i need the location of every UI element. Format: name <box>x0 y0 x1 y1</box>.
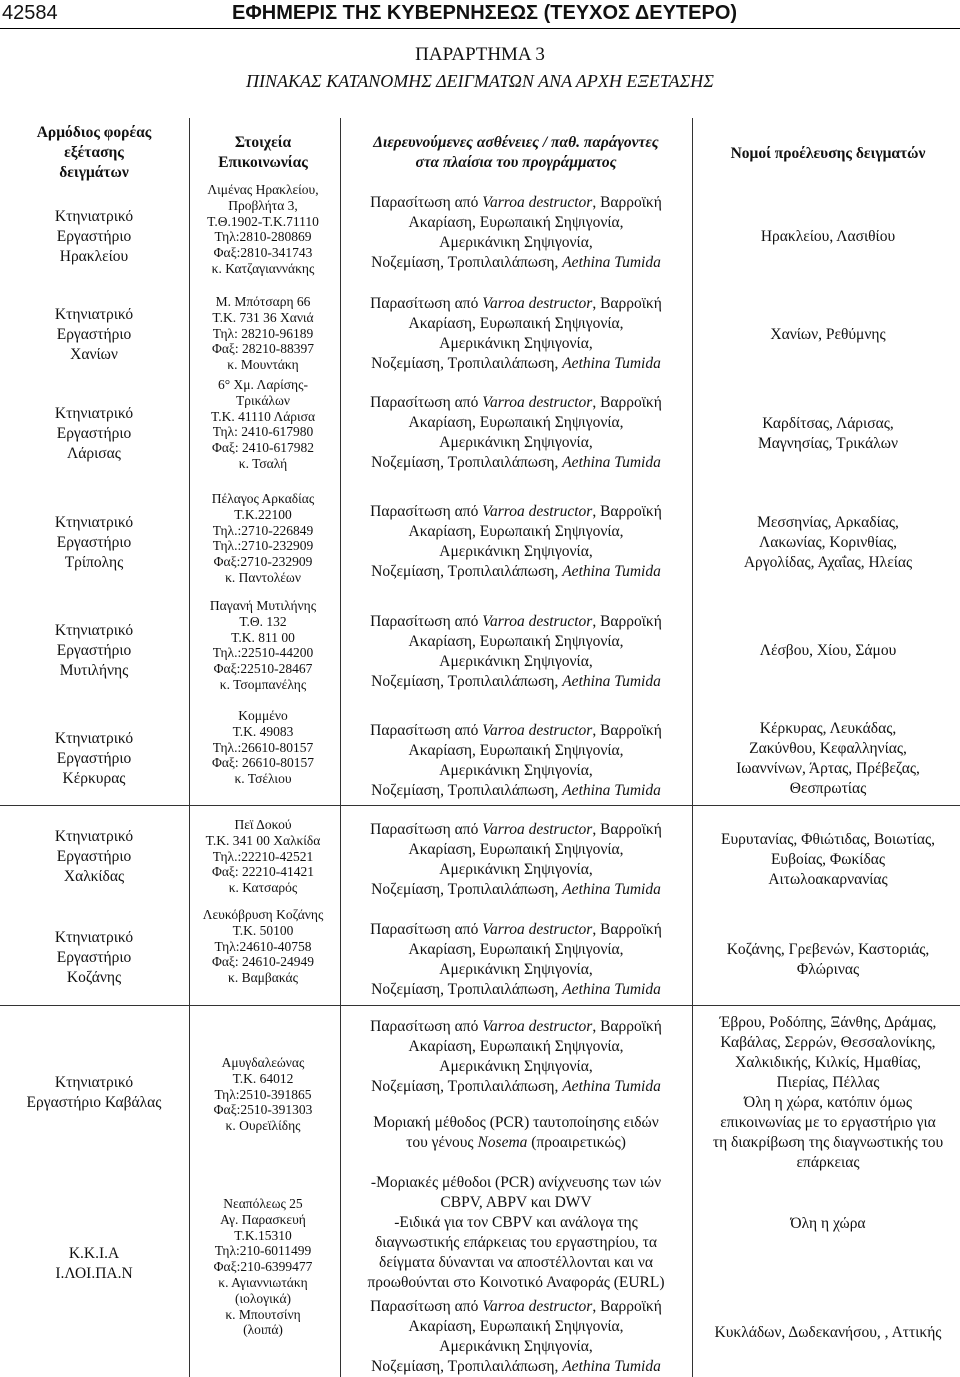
page-number: 42584 <box>2 2 58 24</box>
disease-line-2: Ακαρίαση, Ευρωπαική Σηψιγονία, <box>408 214 624 231</box>
col-header-contact: Στοιχεία Επικοινωνίας <box>218 134 308 171</box>
contact-tripoli: Πέλαγος Αρκαδίας Τ.Κ.22100 Τηλ.:2710-226849 Τηλ.:2710-232909 Φαξ:2710-232909 κ. Παντολέων <box>211 491 315 585</box>
prefectures-kerkyra: Κέρκυρας, Λευκάδας, Ζακύνθου, Κεφαλληνίας, Ιωαννίνων, Άρτας, Πρέβεζας, Θεσπρωτίας <box>736 720 920 797</box>
disease-line-2: Ακαρίαση, Ευρωπαική Σηψιγονία, <box>408 315 624 332</box>
disease-line-4: Νοζεμίαση, Τροπιλαιλάπωση, Aethina Tumida <box>371 1078 661 1095</box>
lab-larisa: Κτηνιατρικό Εργαστήριο Λάρισας <box>54 405 134 462</box>
contact-chania: Μ. Μπότσαρη 66 Τ.Κ. 731 36 Χανιά Τηλ: 28210-96189 Φαξ: 28210-88397 κ. Μουντάκη <box>211 294 315 373</box>
disease-line-3: Αμερικάνικη Σηψιγονία, <box>439 434 593 451</box>
prefectures-mytilini: Λέσβου, Χίου, Σάμου <box>759 642 897 659</box>
contact-chalkida: Πεϊ Δοκού Τ.Κ. 341 00 Χαλκίδα Τηλ.:22210-42521 Φαξ: 22210-41421 κ. Κατσαρός <box>205 817 321 896</box>
disease-line-1: Παρασίτωση από Varroa destructor, Βαρροϊκή <box>370 613 662 630</box>
lab-chalkida: Κτηνιατρικό Εργαστήριο Χαλκίδας <box>54 828 134 885</box>
disease-line-1: Παρασίτωση από Varroa destructor, Βαρροϊκή <box>370 1298 662 1315</box>
prefectures-larisa: Καρδίτσας, Λάρισας, Μαγνησίας, Τρικάλων <box>757 415 898 452</box>
disease-line-2: Ακαρίαση, Ευρωπαική Σηψιγονία, <box>408 742 624 759</box>
pcr-nosema-line1: Μοριακή μέθοδος (PCR) ταυτοποίησης ειδών <box>373 1114 659 1131</box>
table-subtitle: ΠΙΝΑΚΑΣ ΚΑΤΑΝΟΜΗΣ ΔΕΙΓΜΑΤΩΝ ΑΝΑ ΑΡΧΗ ΕΞΕΤΑΣΗΣ <box>246 71 714 91</box>
disease-line-4: Νοζεμίαση, Τροπιλαιλάπωση, Aethina Tumida <box>371 563 661 580</box>
disease-list <box>344 393 688 473</box>
lab-tripoli: Κτηνιατρικό Εργαστήριο Τρίπολης <box>54 514 134 571</box>
prefectures-tripoli: Μεσσηνίας, Αρκαδίας, Λακωνίας, Κορινθίας, Αργολίδας, Αχαΐας, Ηλείας <box>743 514 913 571</box>
disease-list <box>344 1017 688 1097</box>
disease-line-1: Παρασίτωση από Varroa destructor, Βαρροϊκή <box>370 1018 662 1035</box>
disease-line-2: Ακαρίαση, Ευρωπαική Σηψιγονία, <box>408 841 624 858</box>
disease-line-4: Νοζεμίαση, Τροπιλαιλάπωση, Aethina Tumida <box>371 454 661 471</box>
contact-mytilini: Παγανή Μυτιλήνης Τ.Θ. 132 Τ.Κ. 811 00 Τηλ.:22510-44200 Φαξ:22510-28467 κ. Τσομπανέλης <box>209 598 317 692</box>
disease-line-3: Αμερικάνικη Σηψιγονία, <box>439 335 593 352</box>
prefectures-kavala: Έβρου, Ροδόπης, Ξάνθης, Δράμας, Καβάλας, Σερρών, Θεσσαλονίκης, Χαλκιδικής, Κιλκίς, Ημαθίας, Πιερίας, Πέλλας <box>719 1014 937 1091</box>
disease-line-1: Παρασίτωση από Varroa destructor, Βαρροϊκή <box>370 821 662 838</box>
contact-kerkyra: Κομμένο Τ.Κ. 49083 Τηλ.:26610-80157 Φαξ: 26610-80157 κ. Τσέλιου <box>211 708 315 787</box>
disease-line-3: Αμερικάνικη Σηψιγονία, <box>439 543 593 560</box>
disease-line-3: Αμερικάνικη Σηψιγονία, <box>439 762 593 779</box>
header-rule <box>0 28 960 29</box>
disease-list <box>344 294 688 374</box>
contact-kozani: Λευκόβρυση Κοζάνης Τ.Κ. 50100 Τηλ:24610-40758 Φαξ: 24610-24949 κ. Βαμβακάς <box>202 907 324 986</box>
disease-line-4: Νοζεμίαση, Τροπιλαιλάπωση, Aethina Tumida <box>371 254 661 271</box>
disease-line-1: Παρασίτωση από Varroa destructor, Βαρροϊκή <box>370 394 662 411</box>
prefectures-kozani: Κοζάνης, Γρεβενών, Καστοριάς, Φλώρινας <box>726 941 930 978</box>
disease-line-1: Παρασίτωση από Varroa destructor, Βαρροϊκή <box>370 921 662 938</box>
lab-mytilini: Κτηνιατρικό Εργαστήριο Μυτιλήνης <box>54 622 134 679</box>
pcr-viral: -Μοριακές μέθοδοι (PCR) ανίχνευσης των ιών CBPV, ABPV και DWV -Ειδικά για τον CBPV και ανάλογα της διαγνωστικής επάρκειας του εργαστηρίου, τα δείγματα δύνανται να αποστέλλονται και να προωθούνται στο Κοινοτικό Αναφοράς (EURL) <box>367 1174 665 1291</box>
disease-line-2: Ακαρίαση, Ευρωπαική Σηψιγονία, <box>408 941 624 958</box>
disease-line-3: Αμερικάνικη Σηψιγονία, <box>439 861 593 878</box>
disease-list <box>344 1297 688 1377</box>
disease-line-4: Νοζεμίαση, Τροπιλαιλάπωση, Aethina Tumida <box>371 673 661 690</box>
lab-kavala: Κτηνιατρικό Εργαστήριο Καβάλας <box>26 1074 162 1111</box>
contact-kkia: Νεαπόλεως 25 Αγ. Παρασκευή Τ.Κ.15310 Τηλ:210-6011499 Φαξ:210-6399477 κ. Αγιαννιωτάκη (ιολογικά) κ. Μπουτσίνη (λοιπά) <box>213 1196 313 1338</box>
contact-heraklion: Λιμένας Ηρακλείου, Προβλήτα 3, Τ.Θ.1902-Τ.Κ.71110 Τηλ:2810-280869 Φαξ:2810-341743 κ. Κατζαγιαννάκης <box>207 182 319 276</box>
grid-line <box>340 118 341 1377</box>
prefectures-islands: Κυκλάδων, Δωδεκανήσου, , Αττικής <box>714 1324 942 1341</box>
disease-line-4: Νοζεμίαση, Τροπιλαιλάπωση, Aethina Tumida <box>371 981 661 998</box>
disease-line-2: Ακαρίαση, Ευρωπαική Σηψιγονία, <box>408 633 624 650</box>
prefectures-whole-country: Όλη η χώρα, κατόπιν όμως επικοινωνίας με το εργαστήριο για τη διακρίβωση της διαγνωστικής του επάρκειας <box>712 1094 944 1171</box>
lab-kerkyra: Κτηνιατρικό Εργαστήριο Κέρκυρας <box>54 730 134 787</box>
disease-line-2: Ακαρίαση, Ευρωπαική Σηψιγονία, <box>408 414 624 431</box>
prefectures-whole-short: Όλη η χώρα <box>790 1215 866 1232</box>
gazette-title: ΕΦΗΜΕΡΙΣ ΤΗΣ ΚΥΒΕΡΝΗΣΕΩΣ (ΤΕΥΧΟΣ ΔΕΥΤΕΡΟ) <box>232 2 738 24</box>
disease-line-1: Παρασίτωση από Varroa destructor, Βαρροϊκή <box>370 295 662 312</box>
grid-line <box>692 118 693 1377</box>
col-header-authority: Αρμόδιος φορέας εξέτασης δειγμάτων <box>36 124 152 181</box>
pcr-nosema-genus: Nosema <box>477 1134 528 1151</box>
pcr-nosema-text: του γένους <box>406 1134 478 1151</box>
annex-title: ΠΑΡΑΡΤΗΜΑ 3 <box>415 44 545 65</box>
prefectures-chania: Χανίων, Ρεθύμνης <box>770 326 886 343</box>
contact-larisa: 6° Χμ. Λαρίσης- Τρικάλων Τ.Κ. 41110 Λάρισα Τηλ: 2410-617980 Φαξ: 2410-617982 κ. Τσαλή <box>210 377 316 471</box>
pcr-nosema-note: (προαιρετικώς) <box>527 1134 626 1151</box>
disease-line-4: Νοζεμίαση, Τροπιλαιλάπωση, Aethina Tumida <box>371 355 661 372</box>
col-header-prefectures: Νομοί προέλευσης δειγματών <box>730 145 926 162</box>
disease-list <box>344 920 688 1000</box>
disease-line-2: Ακαρίαση, Ευρωπαική Σηψιγονία, <box>408 1318 624 1335</box>
disease-list <box>344 612 688 692</box>
disease-line-3: Αμερικάνικη Σηψιγονία, <box>439 1058 593 1075</box>
disease-list <box>344 193 688 273</box>
page-header <box>0 0 960 26</box>
disease-line-3: Αμερικάνικη Σηψιγονία, <box>439 1338 593 1355</box>
prefectures-chalkida: Ευρυτανίας, Φθιώτιδας, Βοιωτίας, Ευβοίας, Φωκίδας Αιτωλοακαρνανίας <box>721 831 935 888</box>
disease-line-2: Ακαρίαση, Ευρωπαική Σηψιγονία, <box>408 1038 624 1055</box>
disease-line-4: Νοζεμίαση, Τροπιλαιλάπωση, Aethina Tumida <box>371 782 661 799</box>
contact-kavala: Αμυγδαλεώνας Τ.Κ. 64012 Τηλ:2510-391865 Φαξ:2510-391303 κ. Ουρεϊλίδης <box>213 1055 313 1134</box>
disease-line-3: Αμερικάνικη Σηψιγονία, <box>439 653 593 670</box>
lab-chania: Κτηνιατρικό Εργαστήριο Χανίων <box>54 306 134 363</box>
col-header-diseases: Διερευνούμενες ασθένειες / παθ. παράγοντες <box>373 134 659 151</box>
disease-line-3: Αμερικάνικη Σηψιγονία, <box>439 961 593 978</box>
disease-line-4: Νοζεμίαση, Τροπιλαιλάπωση, Aethina Tumida <box>371 1358 661 1375</box>
col-header-diseases-2: στα πλαίσια του προγράμματος <box>415 154 617 171</box>
lab-kkia: Κ.Κ.Ι.Α Ι.ΛΟΙ.ΠΑ.Ν <box>55 1245 133 1282</box>
pcr-nosema <box>344 1113 688 1153</box>
disease-line-1: Παρασίτωση από Varroa destructor, Βαρροϊκή <box>370 194 662 211</box>
disease-line-1: Παρασίτωση από Varroa destructor, Βαρροϊκή <box>370 503 662 520</box>
disease-list <box>344 820 688 900</box>
disease-list <box>344 721 688 801</box>
grid-line <box>0 805 960 806</box>
disease-line-2: Ακαρίαση, Ευρωπαική Σηψιγονία, <box>408 523 624 540</box>
disease-line-3: Αμερικάνικη Σηψιγονία, <box>439 234 593 251</box>
disease-list <box>344 502 688 582</box>
disease-line-4: Νοζεμίαση, Τροπιλαιλάπωση, Aethina Tumida <box>371 881 661 898</box>
disease-line-1: Παρασίτωση από Varroa destructor, Βαρροϊκή <box>370 722 662 739</box>
prefectures-heraklion: Ηρακλείου, Λασιθίου <box>760 228 896 245</box>
grid-line <box>0 1005 960 1006</box>
pcr-nosema-line2 <box>344 1133 688 1153</box>
lab-heraklion: Κτηνιατρικό Εργαστήριο Ηρακλείου <box>54 208 134 265</box>
lab-kozani: Κτηνιατρικό Εργαστήριο Κοζάνης <box>54 929 134 986</box>
